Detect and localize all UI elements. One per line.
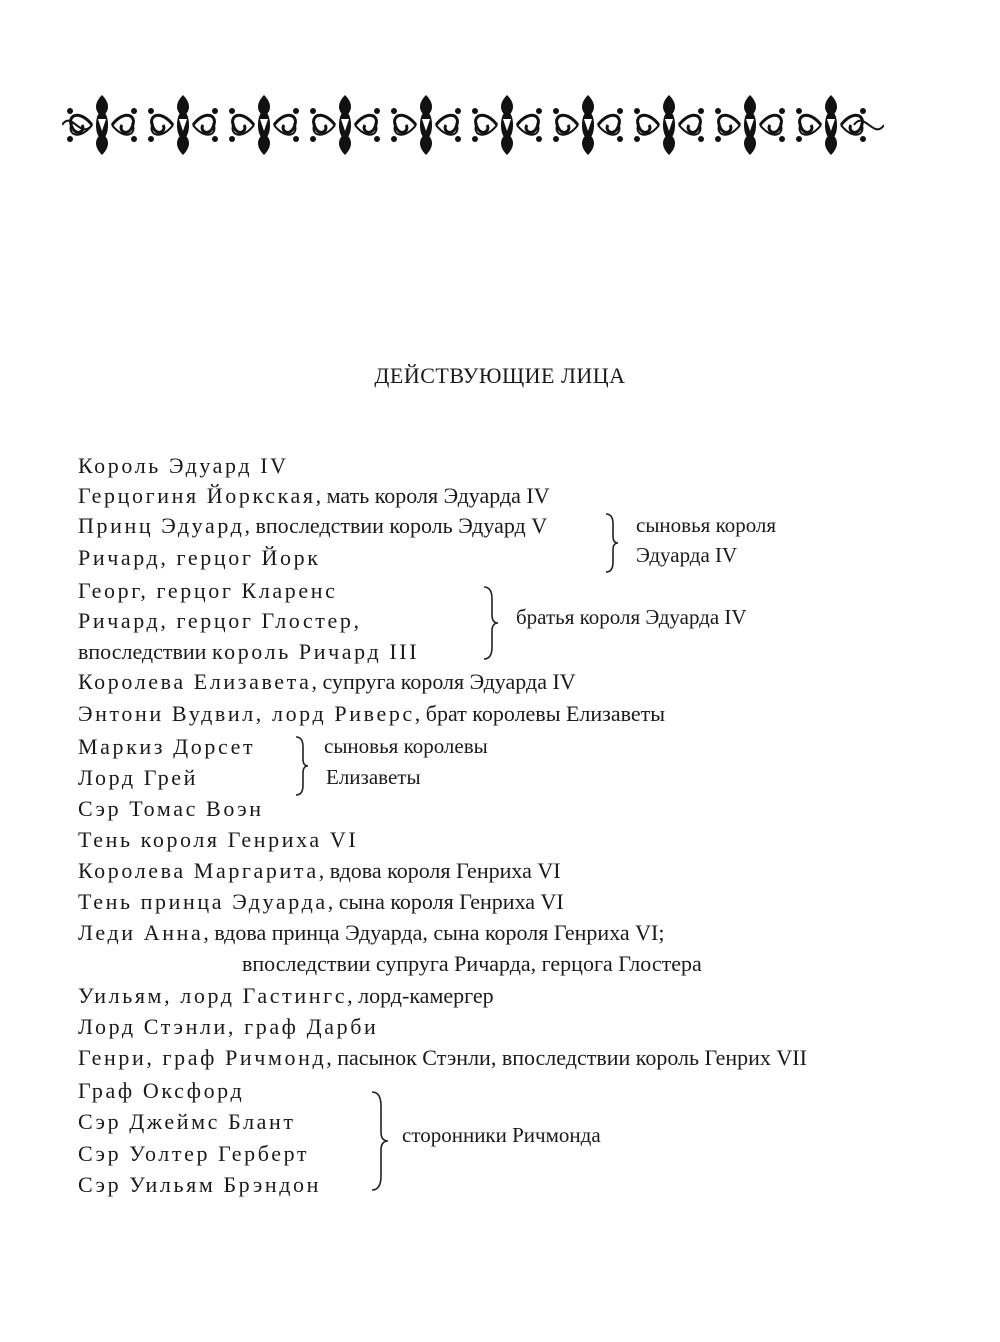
character-desc: , вдова принца Эдуарда, сына короля Генриха VI; (203, 920, 665, 945)
character-prefix: впоследствии супруга Ричарда, герцога Глостера (242, 951, 702, 976)
group-note: братья короля Эдуарда IV (516, 605, 747, 629)
character-name: Королева Маргарита (78, 858, 319, 883)
character-line (78, 1043, 807, 1073)
character-line (78, 699, 665, 729)
character-name: Тень короля Генриха VI (78, 827, 359, 852)
character-name: Генри, граф Ричмонд (78, 1045, 327, 1070)
character-line (78, 1107, 296, 1137)
character-name: Сэр Джеймс Блант (78, 1109, 296, 1134)
character-line (78, 732, 255, 762)
character-name: Герцогиня Йоркская (78, 483, 316, 508)
character-line (78, 1076, 244, 1106)
character-line (78, 1012, 378, 1042)
character-name: Ричард, герцог Глостер, (78, 608, 362, 633)
character-name: король Ричард III (211, 639, 420, 664)
character-name: Энтони Вудвил, лорд Риверс (78, 701, 415, 726)
brace-icon (294, 735, 310, 797)
page-title: ДЕЙСТВУЮЩИЕ ЛИЦА (374, 363, 626, 388)
floral-ornament-icon (62, 90, 884, 160)
character-name: Сэр Уолтер Герберт (78, 1141, 310, 1166)
character-line (242, 949, 702, 979)
character-name: Леди Анна (78, 920, 204, 945)
character-name: Георг, герцог Кларенс (78, 578, 338, 603)
group-note: сторонники Ричмонда (402, 1123, 601, 1147)
group-note: сыновья королевы (324, 734, 488, 758)
character-line (78, 794, 264, 824)
character-line (78, 981, 494, 1011)
character-line (78, 481, 550, 511)
character-name: Тень принца Эдуарда (78, 889, 328, 914)
character-desc: , вдова короля Генриха VI (318, 858, 561, 883)
character-line (78, 451, 289, 481)
character-desc: , лорд-камергер (347, 983, 494, 1008)
character-line (78, 1139, 309, 1169)
character-desc: , брат королевы Елизаветы (414, 701, 666, 726)
character-line (78, 576, 337, 606)
character-line (78, 825, 358, 855)
group-note: Эдуарда IV (636, 543, 738, 567)
character-name: Лорд Грей (78, 765, 199, 790)
character-name: Сэр Томас Воэн (78, 796, 264, 821)
group-note: Елизаветы (326, 765, 421, 789)
character-line (78, 763, 198, 793)
character-line (78, 543, 321, 573)
character-name: Маркиз Дорсет (78, 734, 256, 759)
character-line (78, 637, 419, 667)
character-name: Лорд Стэнли, граф Дарби (78, 1014, 379, 1039)
character-name: Принц Эдуард (78, 513, 245, 538)
character-line (78, 887, 564, 917)
character-name: Сэр Уильям Брэндон (78, 1172, 322, 1197)
character-desc: , впоследствии король Эдуард V (244, 513, 548, 538)
character-name: Уильям, лорд Гастингс (78, 983, 348, 1008)
character-name: Ричард, герцог Йорк (78, 545, 321, 570)
brace-icon (370, 1090, 390, 1192)
character-name: Граф Оксфорд (78, 1078, 245, 1103)
character-line (78, 606, 362, 636)
character-name: Король Эдуард IV (78, 453, 289, 478)
character-line (78, 918, 665, 948)
character-desc: , пасынок Стэнли, впоследствии король Генрих VII (326, 1045, 807, 1070)
group-note: сыновья короля (636, 513, 777, 537)
character-line (78, 856, 561, 886)
character-name: Королева Елизавета (78, 669, 312, 694)
character-desc: , сына короля Генриха VI (327, 889, 564, 914)
character-line (78, 511, 547, 541)
character-line (78, 667, 576, 697)
character-prefix: впоследствии (78, 639, 212, 664)
character-desc: , супруга короля Эдуарда IV (311, 669, 576, 694)
character-line (78, 1170, 321, 1200)
brace-icon (482, 585, 500, 661)
brace-icon (604, 512, 620, 574)
character-desc: , мать короля Эдуарда IV (315, 483, 550, 508)
